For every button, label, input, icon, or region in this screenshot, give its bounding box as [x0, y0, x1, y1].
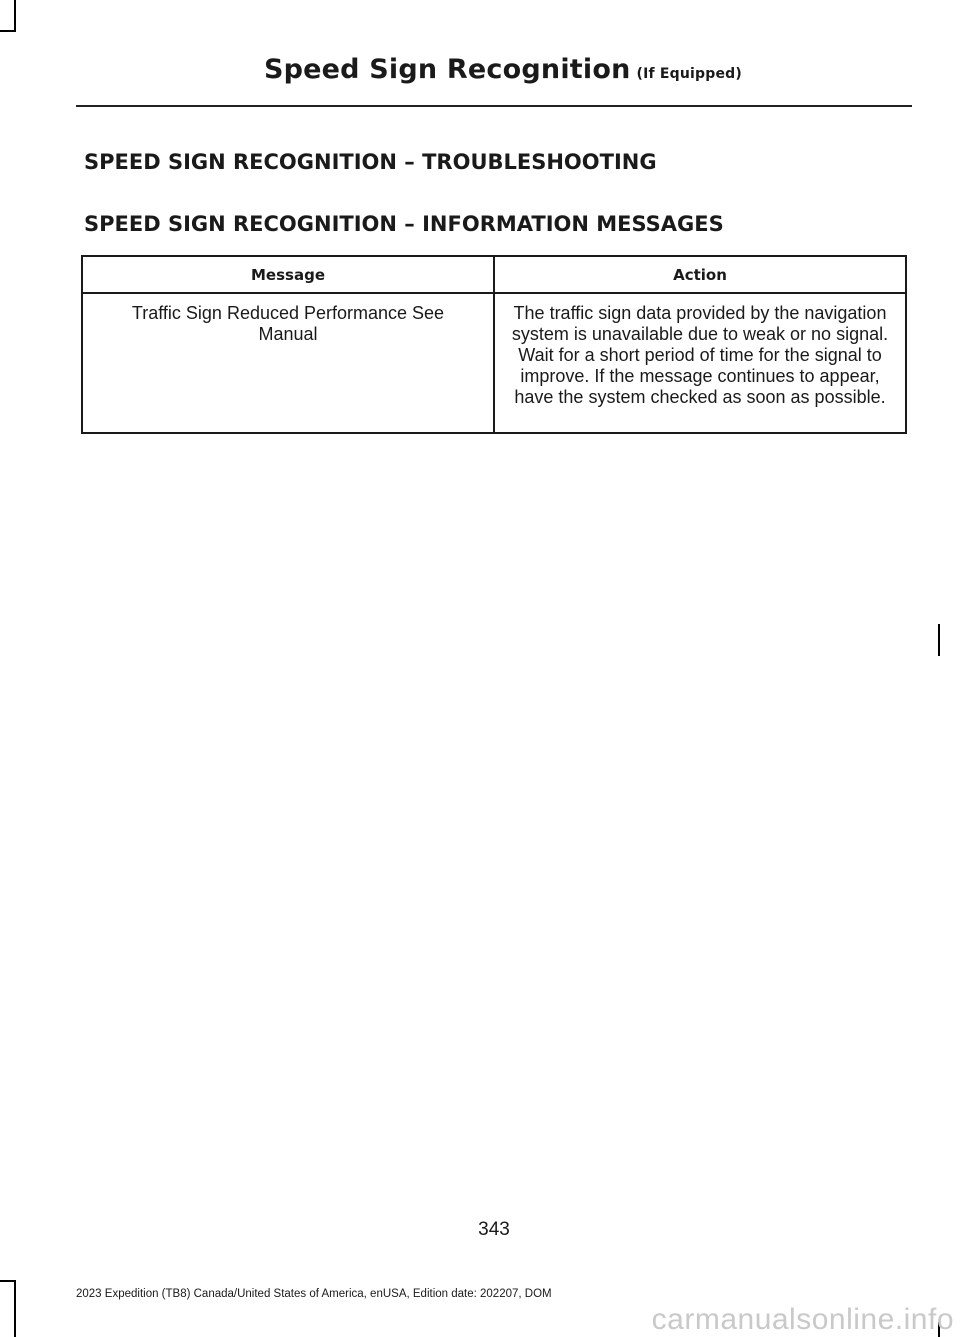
action-cell: The traffic sign data provided by the navigation system is unavailable due to weak or no signal. Wait for a short period of time for the signal to improve. If the message continues to appear, have the system checked as soon as possible. — [494, 293, 906, 433]
crop-mark — [14, 1280, 16, 1337]
column-header-action: Action — [494, 256, 906, 293]
header-title: Speed Sign Recognition — [263, 54, 631, 85]
crop-mark — [14, 0, 16, 30]
crop-mark — [0, 30, 16, 32]
crop-mark — [0, 1280, 16, 1282]
edition-footer: 2023 Expedition (TB8) Canada/United States of America, enUSA, Edition date: 202207, DOM — [76, 1288, 552, 1300]
crop-mark — [938, 624, 940, 656]
table-row — [82, 293, 906, 433]
header-subtitle: (If Equipped) — [636, 66, 742, 82]
column-header-message: Message — [82, 256, 494, 293]
page-header — [264, 56, 742, 83]
page-number: 343 — [478, 1219, 510, 1240]
subsection-heading: SPEED SIGN RECOGNITION – INFORMATION MESSAGES — [84, 212, 724, 236]
section-heading: SPEED SIGN RECOGNITION – TROUBLESHOOTING — [84, 150, 657, 174]
header-divider — [76, 105, 912, 107]
table-header-row — [82, 256, 906, 293]
information-messages-table — [81, 255, 907, 434]
watermark: carmanualsonline.info — [651, 1303, 954, 1336]
message-cell: Traffic Sign Reduced Performance See Manual — [82, 293, 494, 433]
